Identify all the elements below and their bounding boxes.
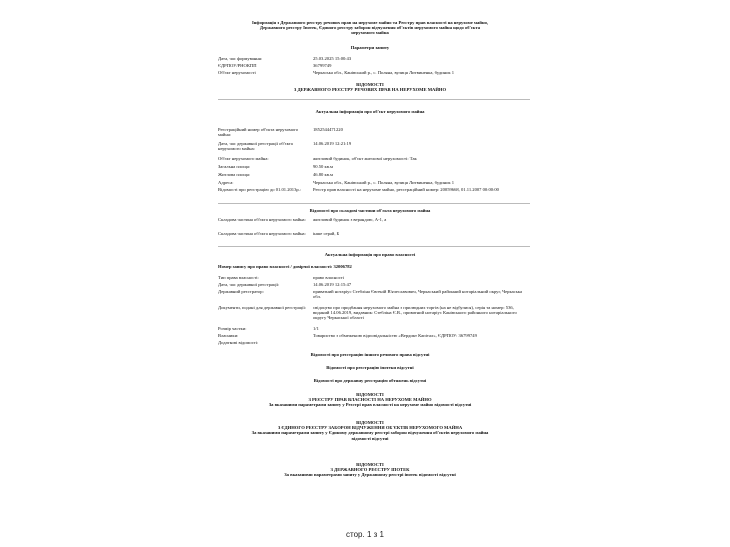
encumbrance-note: Відомості про державну реєстрацію обтяжень відсутні (313, 378, 427, 383)
query-value: 25.03.2025 15:00:43 (313, 56, 352, 61)
heading-line: ВІДОМОСТІ (356, 82, 384, 87)
registry-note: відомості відсутні (351, 435, 389, 441)
heading-line: ВІДОМОСТІ (356, 392, 384, 397)
object-info-title: Актуальна інформація про об'єкт нерухомого майна (315, 109, 425, 114)
rights-registry-heading (200, 82, 540, 92)
ownership-value: свідоцтво про придбання нерухомого майна з прилюдних торгів (на не відбулися), серія та номер: 536, виданий 14.06.2019, видавник: Стебліна Є.В., приватний нотаріус Канівського районного нотаріального округу Черкаської області (313, 305, 517, 321)
ownership-value: 14.06.2019 12:15:47 (313, 282, 352, 287)
query-value: Черкаська обл., Канівський р., с. Поляна, вулиця Литвиненка, будинок 1 (313, 70, 455, 75)
other-rights-note: Відомості про реєстрацію іншого речового права відсутні (310, 352, 430, 357)
object-label: Об'єкт нерухомого майна: (218, 156, 269, 161)
heading-line: З ДЕРЖАВНОГО РЕЄСТРУ ІПОТЕК (330, 467, 410, 473)
mortgage-note: Відомості про реєстрацію іпотеки відсутні (326, 365, 414, 370)
component-label: Складова частина об'єкта нерухомого майна: (218, 231, 306, 236)
heading-line: З ДЕРЖАВНОГО РЕЄСТРУ РЕЧОВИХ ПРАВ НА НЕРУХОМЕ МАЙНО (293, 87, 447, 93)
ownership-label: Тип права власності: (218, 275, 259, 280)
ownership-value: право власності (313, 275, 345, 280)
object-label: Адреса: (218, 180, 234, 185)
object-label: Реєстраційний номер об'єкта нерухомого майна: (218, 127, 299, 138)
ownership-label: Додаткові відомості: (218, 340, 259, 345)
heading-line: ВІДОМОСТІ (356, 462, 384, 467)
document-title (200, 20, 540, 36)
divider (218, 203, 530, 204)
object-value: житловий будинок, об'єкт житлової нерухомості: Так (313, 156, 417, 161)
query-value: 36799749 (313, 63, 332, 68)
ownership-label: Власники: (218, 333, 239, 338)
registry-note: За вказаними параметрами запиту у Державному реєстрі іпотек відомості відсутні (284, 472, 456, 478)
ownership-value: приватний нотаріус Стебліна Євгеній В'ячеславович, Черкаський районний нотаріальний округ, Черкаська обл. (313, 289, 522, 300)
ownership-value: 1/1 (313, 326, 319, 331)
object-value: 90.50 кв.м (313, 164, 333, 169)
ownership-record-number: Номер запису про право власності / довірчої власності: 32006782 (218, 264, 352, 269)
mortgage-registry-heading (200, 462, 540, 478)
component-value: інше серай, Б (313, 231, 340, 236)
title-line: Державного реєстру Іпотек, Єдиного реєстру заборон відчуження об'єктів нерухомого майна щодо об'єкта (259, 25, 481, 31)
object-label: Дата, час державної реєстрації об'єкта нерухомого майна: (218, 141, 293, 152)
component-label: Складова частина об'єкта нерухомого майна: (218, 217, 306, 222)
object-value: Черкаська обл., Канівський р., с. Поляна, вулиця Литвиненка, будинок 1 (313, 180, 455, 185)
query-section-title: Параметри запиту (350, 45, 390, 50)
object-value: Реєстр прав власності на нерухоме майно, реєстраційний номер: 20059668, 01.11.2007 00:00:00 (313, 187, 499, 192)
query-label: Об'єкт нерухомості (218, 70, 256, 75)
query-label: ЄДРПОУ/РНОКПП (218, 63, 257, 68)
heading-line: З ЄДИНОГО РЕЄСТРУ ЗАБОРОН ВІДЧУЖЕННЯ ОБ'ЄКТІВ НЕРУХОМОГО МАЙНА (277, 425, 463, 431)
bans-registry-heading (200, 420, 540, 441)
query-label: Дата, час формування: (218, 56, 263, 61)
component-value: житловий будинок з верандою, А-1, а (313, 217, 387, 222)
object-label: Відомості про реєстрацію до 01.01.2013р.: (218, 187, 302, 192)
object-value: 14.06.2019 12:21:19 (313, 141, 352, 146)
object-label: Загальна площа: (218, 164, 251, 169)
ownership-value: Товариство з обмеженою відповідальністю «Вердикт Капітал», ЄДРПОУ: 36799749 (313, 333, 477, 338)
ownership-title: Актуальна інформація про право власності (324, 252, 416, 257)
ownership-label: Дата, час державної реєстрації: (218, 282, 280, 287)
ownership-label: Документи, подані для державної реєстрації: (218, 305, 307, 310)
registry-note: За вказаними параметрами запиту у Єдиному державному реєстрі заборон відчуження об'єктів нерухомого майна (251, 430, 489, 436)
heading-line: З РЕЄСТРУ ПРАВ ВЛАСНОСТІ НА НЕРУХОМЕ МАЙНО (308, 397, 432, 403)
ownership-label: Розмір частки: (218, 326, 247, 331)
heading-line: ВІДОМОСТІ (356, 420, 384, 425)
object-value: 46.80 кв.м (313, 172, 333, 177)
ownership-label: Державний реєстратор: (218, 289, 264, 294)
divider (218, 246, 530, 247)
page-counter: стор. 1 з 1 (346, 530, 384, 539)
object-label: Житлова площа: (218, 172, 251, 177)
divider (218, 99, 530, 100)
title-line: нерухомого майна (351, 30, 389, 36)
object-value: 1852544471220 (313, 127, 343, 132)
registry-note: За вказаними параметрами запиту у Реєстрі прав власності на нерухоме майно відомості відсутні (268, 402, 472, 408)
title-line: Інформація з Державного реєстру речових прав на нерухоме майно та Реєстру прав власності на нерухоме майно, (251, 20, 489, 25)
property-registry-heading (200, 392, 540, 408)
components-title: Відомості про складові частини об'єкта нерухомого майна (309, 208, 431, 213)
